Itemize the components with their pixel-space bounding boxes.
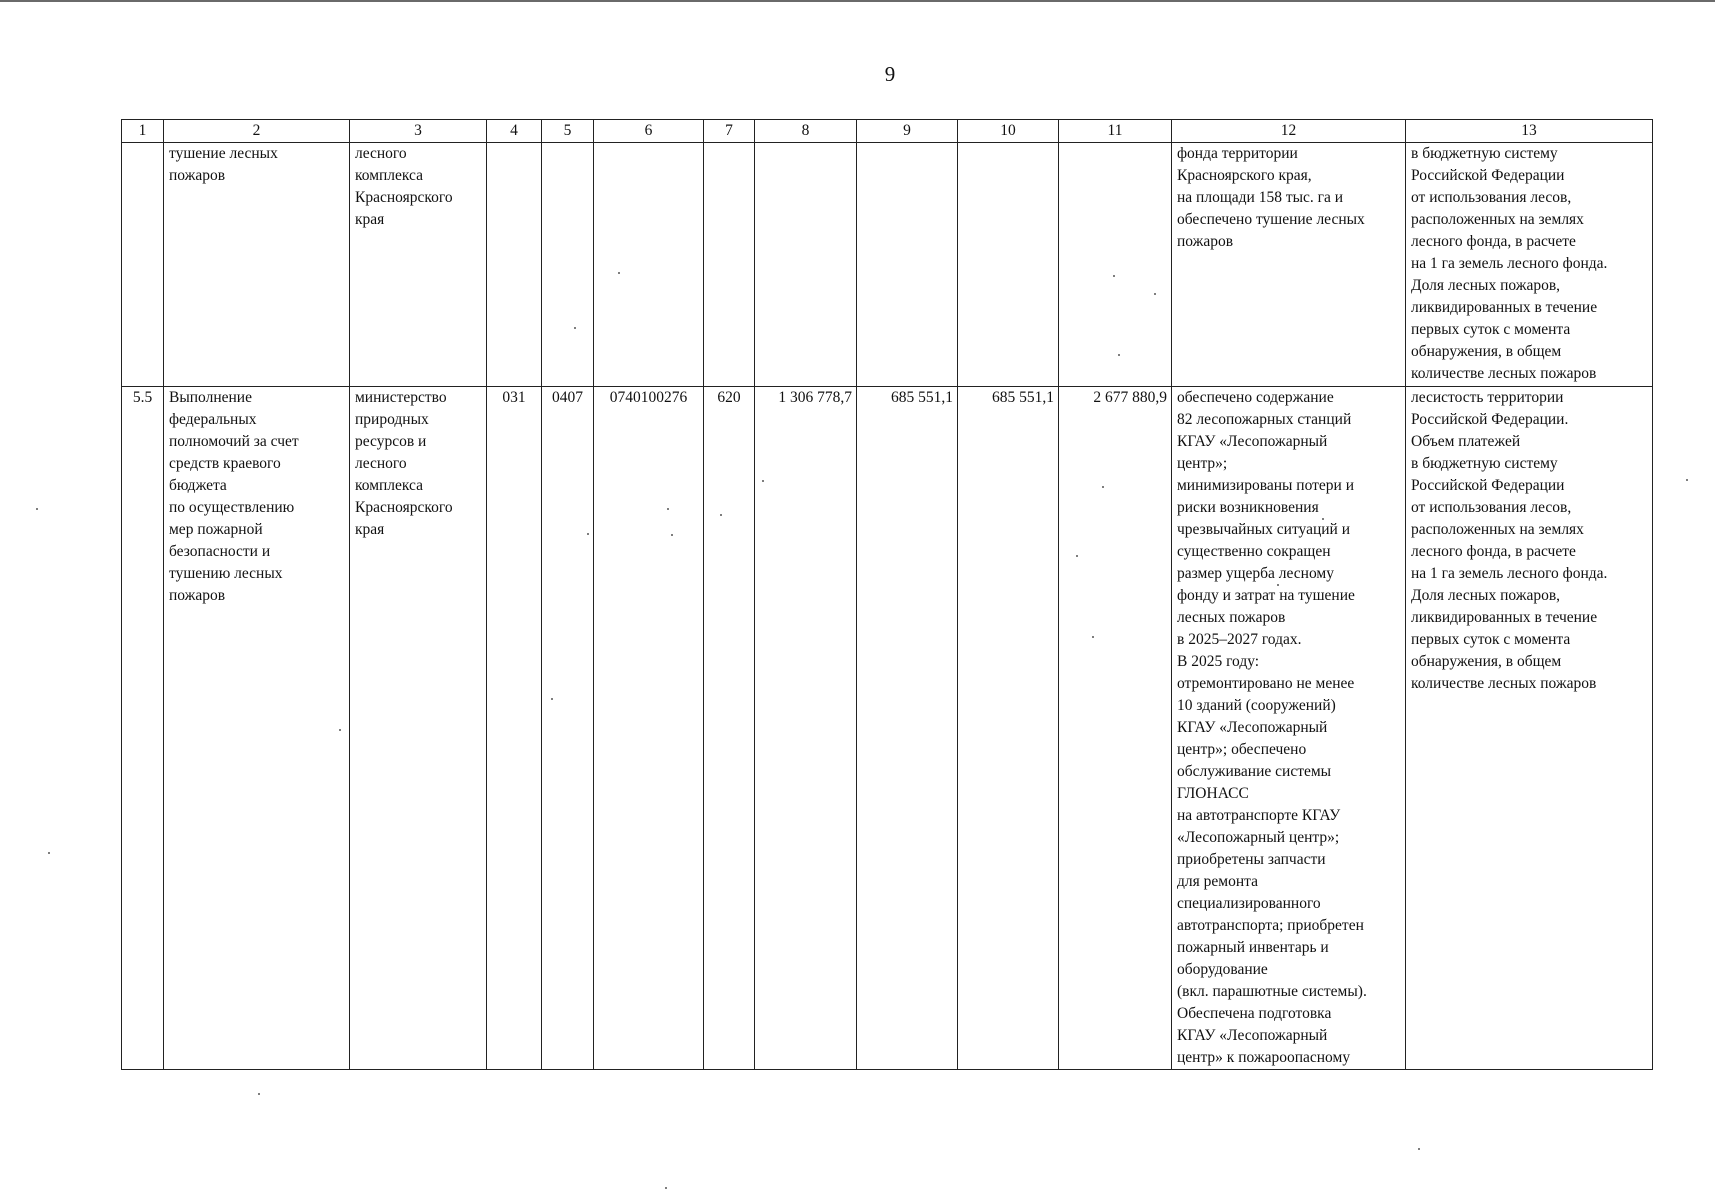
scan-speck: [1277, 584, 1279, 586]
cell-amount-2025: 1 306 778,7: [755, 387, 857, 1070]
scan-speck: [1092, 636, 1094, 638]
cell-line: края: [355, 521, 385, 538]
cell-line: от использования лесов,: [1411, 189, 1572, 206]
cell-line: обнаружения, в общем: [1411, 343, 1562, 360]
column-header: 2: [164, 120, 350, 143]
cell-line: лесного фонда, в расчете: [1411, 543, 1576, 560]
cell-amount-2027: [958, 143, 1059, 387]
cell-line: В 2025 году:: [1177, 653, 1260, 670]
cell-line: ресурсов и: [355, 433, 427, 450]
scan-edge: [0, 0, 1715, 2]
scan-speck: [1686, 479, 1688, 481]
cell-line: размер ущерба лесному: [1177, 565, 1334, 582]
scan-speck: [48, 852, 50, 854]
column-header: 7: [704, 120, 755, 143]
cell-line: в бюджетную систему: [1411, 455, 1558, 472]
cell-line: в бюджетную систему: [1411, 145, 1558, 162]
cell-number: 5.5: [122, 387, 164, 1070]
cell-line: КГАУ «Лесопожарный: [1177, 719, 1328, 736]
scan-speck: [762, 480, 764, 482]
cell-line: первых суток с момента: [1411, 321, 1571, 338]
cell-line: на 1 га земель лесного фонда.: [1411, 255, 1608, 272]
cell-line: существенно сокращен: [1177, 543, 1331, 560]
scan-speck: [574, 327, 576, 329]
cell-line: ГЛОНАСС: [1177, 785, 1249, 802]
scan-speck: [1102, 486, 1104, 488]
cell-line: средств краевого: [169, 455, 281, 472]
cell-line: пожаров: [169, 587, 226, 604]
cell-line: ликвидированных в течение: [1411, 609, 1598, 626]
cell-line: лесного фонда, в расчете: [1411, 233, 1576, 250]
cell-section-code: 0407: [542, 387, 594, 1070]
cell-line: лесистость территории: [1411, 389, 1564, 406]
cell-expected-result: [1172, 143, 1406, 387]
cell-line: тушение лесных: [169, 145, 278, 162]
header-row: [122, 120, 1653, 143]
cell-line: для ремонта: [1177, 873, 1258, 890]
cell-line: природных: [355, 411, 429, 428]
scan-speck: [1154, 293, 1156, 295]
cell-line: автотранспорта; приобретен: [1177, 917, 1364, 934]
cell-line: риски возникновения: [1177, 499, 1319, 516]
cell-line: лесного: [355, 455, 407, 472]
cell-line: комплекса: [355, 167, 424, 184]
cell-line: ликвидированных в течение: [1411, 299, 1598, 316]
scan-speck: [551, 698, 553, 700]
cell-line: бюджета: [169, 477, 227, 494]
scan-speck: [339, 729, 341, 731]
scan-speck: [587, 533, 589, 535]
cell-line: оборудование: [1177, 961, 1268, 978]
cell-line: первых суток с момента: [1411, 631, 1571, 648]
page-number: 9: [884, 62, 896, 86]
data-table: [121, 119, 1653, 1070]
cell-line: комплекса: [355, 477, 424, 494]
cell-line: Российской Федерации: [1411, 477, 1565, 494]
table-body: [122, 143, 1653, 1070]
cell-line: на 1 га земель лесного фонда.: [1411, 565, 1608, 582]
cell-executor: [350, 387, 487, 1070]
cell-executor: [350, 143, 487, 387]
cell-amount-2025: [755, 143, 857, 387]
scan-speck: [618, 272, 620, 274]
cell-line: федеральных: [169, 411, 257, 428]
column-header: 3: [350, 120, 487, 143]
column-header: 5: [542, 120, 594, 143]
scan-speck: [1076, 555, 1078, 557]
column-header: 8: [755, 120, 857, 143]
cell-expense-type: 620: [704, 387, 755, 1070]
cell-line: безопасности и: [169, 543, 271, 560]
scan-speck: [258, 1093, 260, 1095]
cell-amount-total: 2 677 880,9: [1059, 387, 1172, 1070]
cell-line: обеспечено содержание: [1177, 389, 1334, 406]
cell-line: пожарный инвентарь и: [1177, 939, 1329, 956]
scan-speck: [720, 514, 722, 516]
cell-line: специализированного: [1177, 895, 1321, 912]
scan-speck: [1118, 354, 1120, 356]
cell-line: тушению лесных: [169, 565, 283, 582]
cell-line: обнаружения, в общем: [1411, 653, 1562, 670]
cell-line: фонду и затрат на тушение: [1177, 587, 1355, 604]
cell-line: мер пожарной: [169, 521, 263, 538]
cell-line: КГАУ «Лесопожарный: [1177, 1027, 1328, 1044]
cell-line: края: [355, 211, 385, 228]
cell-line: 82 лесопожарных станций: [1177, 411, 1352, 428]
cell-expected-result: [1172, 387, 1406, 1070]
column-header: 9: [857, 120, 958, 143]
column-header: 6: [594, 120, 704, 143]
cell-amount-total: [1059, 143, 1172, 387]
cell-line: КГАУ «Лесопожарный: [1177, 433, 1328, 450]
cell-event-name: [164, 143, 350, 387]
cell-line: центр»; обеспечено: [1177, 741, 1307, 758]
cell-line: по осуществлению: [169, 499, 295, 516]
cell-line: центр» к пожароопасному: [1177, 1049, 1351, 1066]
cell-line: (вкл. парашютные системы).: [1177, 983, 1367, 1000]
cell-line: фонда территории: [1177, 145, 1298, 162]
cell-line: лесных пожаров: [1177, 609, 1286, 626]
cell-line: минимизированы потери и: [1177, 477, 1355, 494]
cell-line: на автотранспорте КГАУ: [1177, 807, 1341, 824]
cell-line: Российской Федерации: [1411, 167, 1565, 184]
cell-line: 10 зданий (сооружений): [1177, 697, 1336, 714]
cell-line: Красноярского: [355, 189, 453, 206]
cell-line: Выполнение: [169, 389, 252, 406]
cell-line: Красноярского: [355, 499, 453, 516]
cell-line: количестве лесных пожаров: [1411, 675, 1597, 692]
cell-grbs-code: 031: [487, 387, 542, 1070]
scan-speck: [1418, 1148, 1420, 1150]
column-header: 12: [1172, 120, 1406, 143]
cell-target-article: 0740100276: [594, 387, 704, 1070]
cell-amount-2027: 685 551,1: [958, 387, 1059, 1070]
cell-section-code: [542, 143, 594, 387]
scan-speck: [36, 508, 38, 510]
cell-line: количестве лесных пожаров: [1411, 365, 1597, 382]
table-row: [122, 387, 1653, 1070]
table-row: [122, 143, 1653, 387]
column-header: 1: [122, 120, 164, 143]
column-header: 4: [487, 120, 542, 143]
cell-line: в 2025–2027 годах.: [1177, 631, 1302, 648]
column-header: 11: [1059, 120, 1172, 143]
cell-line: чрезвычайных ситуаций и: [1177, 521, 1350, 538]
cell-line: расположенных на землях: [1411, 211, 1584, 228]
cell-grbs-code: [487, 143, 542, 387]
cell-line: министерство: [355, 389, 447, 406]
scan-speck: [1322, 518, 1324, 520]
cell-line: от использования лесов,: [1411, 499, 1572, 516]
cell-line: обслуживание системы: [1177, 763, 1332, 780]
cell-amount-2026: [857, 143, 958, 387]
cell-number: [122, 143, 164, 387]
cell-indicators: [1406, 387, 1653, 1070]
cell-line: отремонтировано не менее: [1177, 675, 1355, 692]
scan-speck: [1113, 275, 1115, 277]
cell-expense-type: [704, 143, 755, 387]
cell-line: Красноярского края,: [1177, 167, 1312, 184]
column-header: 10: [958, 120, 1059, 143]
cell-amount-2026: 685 551,1: [857, 387, 958, 1070]
scan-speck: [667, 508, 669, 510]
cell-line: расположенных на землях: [1411, 521, 1584, 538]
cell-line: полномочий за счет: [169, 433, 299, 450]
cell-line: Доля лесных пожаров,: [1411, 587, 1561, 604]
scan-speck: [671, 534, 673, 536]
column-header: 13: [1406, 120, 1653, 143]
scan-speck: [665, 1187, 667, 1189]
cell-line: Обеспечена подготовка: [1177, 1005, 1332, 1022]
cell-target-article: [594, 143, 704, 387]
cell-line: лесного: [355, 145, 407, 162]
cell-line: приобретены запчасти: [1177, 851, 1326, 868]
cell-line: пожаров: [1177, 233, 1234, 250]
cell-line: Объем платежей: [1411, 433, 1521, 450]
cell-indicators: [1406, 143, 1653, 387]
cell-line: Российской Федерации.: [1411, 411, 1569, 428]
cell-line: Доля лесных пожаров,: [1411, 277, 1561, 294]
cell-line: центр»;: [1177, 455, 1228, 472]
cell-line: обеспечено тушение лесных: [1177, 211, 1365, 228]
cell-line: на площади 158 тыс. га и: [1177, 189, 1344, 206]
cell-line: пожаров: [169, 167, 226, 184]
cell-event-name: [164, 387, 350, 1070]
cell-line: «Лесопожарный центр»;: [1177, 829, 1340, 846]
